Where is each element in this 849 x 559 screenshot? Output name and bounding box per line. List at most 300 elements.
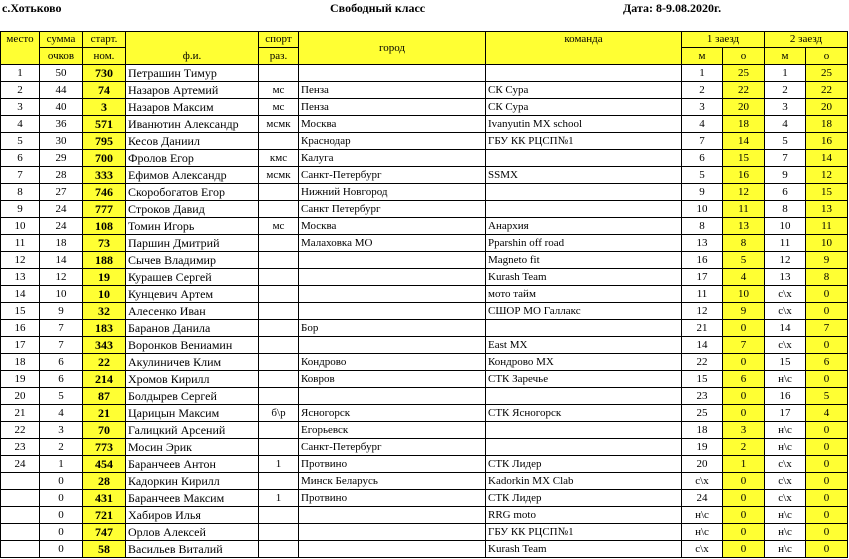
cell-sum: 14 xyxy=(40,252,83,269)
cell-name: Кесов Даниил xyxy=(126,133,259,150)
table-row xyxy=(1,286,848,303)
cell-team xyxy=(486,184,682,201)
cell-heat1-points: 12 xyxy=(723,184,765,201)
cell-start-number: 87 xyxy=(83,388,126,405)
cell-start-number: 571 xyxy=(83,116,126,133)
col-header-heat1-points: о xyxy=(723,48,765,65)
cell-place: 4 xyxy=(1,116,40,133)
cell-sum: 3 xyxy=(40,422,83,439)
cell-heat1-points: 20 xyxy=(723,99,765,116)
cell-name: Петрашин Тимур xyxy=(126,65,259,82)
class-label: Свободный класс xyxy=(330,1,426,15)
cell-rank xyxy=(259,422,299,439)
cell-name: Царицын Максим xyxy=(126,405,259,422)
cell-name: Фролов Егор xyxy=(126,150,259,167)
cell-heat2-place: н\с xyxy=(765,371,806,388)
cell-team: Magneto fit xyxy=(486,252,682,269)
cell-heat1-points: 8 xyxy=(723,235,765,252)
cell-heat1-points: 5 xyxy=(723,252,765,269)
table-row xyxy=(1,65,848,82)
cell-name: Сычев Владимир xyxy=(126,252,259,269)
cell-place: 9 xyxy=(1,201,40,218)
cell-rank xyxy=(259,235,299,252)
cell-team: СТК Заречье xyxy=(486,371,682,388)
cell-place: 21 xyxy=(1,405,40,422)
cell-heat1-place: 7 xyxy=(682,133,723,150)
cell-heat2-points: 18 xyxy=(806,116,848,133)
cell-place: 20 xyxy=(1,388,40,405)
cell-city: Протвино xyxy=(299,456,486,473)
cell-heat1-place: 11 xyxy=(682,286,723,303)
cell-heat1-points: 2 xyxy=(723,439,765,456)
cell-rank: 1 xyxy=(259,490,299,507)
cell-heat1-place: 20 xyxy=(682,456,723,473)
cell-start-number: 19 xyxy=(83,269,126,286)
cell-rank xyxy=(259,354,299,371)
cell-heat1-place: 18 xyxy=(682,422,723,439)
cell-rank xyxy=(259,184,299,201)
cell-team: ГБУ КК РЦСП№1 xyxy=(486,524,682,541)
cell-sum: 27 xyxy=(40,184,83,201)
cell-heat1-points: 22 xyxy=(723,82,765,99)
cell-place: 18 xyxy=(1,354,40,371)
cell-heat2-place: 7 xyxy=(765,150,806,167)
cell-place xyxy=(1,490,40,507)
table-row xyxy=(1,150,848,167)
cell-heat2-points: 0 xyxy=(806,422,848,439)
cell-heat2-points: 0 xyxy=(806,456,848,473)
cell-city xyxy=(299,269,486,286)
cell-start-number: 431 xyxy=(83,490,126,507)
cell-name: Баранчеев Максим xyxy=(126,490,259,507)
cell-city: Бор xyxy=(299,320,486,337)
table-row xyxy=(1,320,848,337)
table-row xyxy=(1,82,848,99)
cell-place: 23 xyxy=(1,439,40,456)
cell-rank xyxy=(259,473,299,490)
cell-rank: мс xyxy=(259,82,299,99)
cell-name: Иванютин Александр xyxy=(126,116,259,133)
cell-team: СШОР МО Галлакс xyxy=(486,303,682,320)
cell-place: 7 xyxy=(1,167,40,184)
table-row xyxy=(1,184,848,201)
cell-sum: 36 xyxy=(40,116,83,133)
cell-heat2-place: 5 xyxy=(765,133,806,150)
cell-name: Акулиничев Клим xyxy=(126,354,259,371)
table-row xyxy=(1,116,848,133)
cell-place: 11 xyxy=(1,235,40,252)
cell-heat1-place: н\с xyxy=(682,507,723,524)
cell-heat2-place: с\х xyxy=(765,286,806,303)
cell-team xyxy=(486,65,682,82)
cell-name: Назаров Артемий xyxy=(126,82,259,99)
col-header-city: город xyxy=(299,32,486,65)
cell-sum: 5 xyxy=(40,388,83,405)
cell-name: Курашев Сергей xyxy=(126,269,259,286)
cell-heat1-points: 14 xyxy=(723,133,765,150)
cell-rank xyxy=(259,133,299,150)
cell-heat2-place: 14 xyxy=(765,320,806,337)
cell-heat2-points: 14 xyxy=(806,150,848,167)
col-header-heat2-points: о xyxy=(806,48,848,65)
cell-start-number: 333 xyxy=(83,167,126,184)
cell-city: Санкт-Петербург xyxy=(299,439,486,456)
cell-city: Минск Беларусь xyxy=(299,473,486,490)
cell-heat2-points: 12 xyxy=(806,167,848,184)
cell-heat2-points: 9 xyxy=(806,252,848,269)
cell-heat1-points: 11 xyxy=(723,201,765,218)
cell-start-number: 3 xyxy=(83,99,126,116)
cell-heat2-points: 0 xyxy=(806,507,848,524)
cell-start-number: 108 xyxy=(83,218,126,235)
cell-heat1-place: 23 xyxy=(682,388,723,405)
cell-heat1-place: 17 xyxy=(682,269,723,286)
col-header-heat2: 2 заезд xyxy=(765,32,848,48)
col-header-heat1: 1 заезд xyxy=(682,32,765,48)
cell-heat2-place: 16 xyxy=(765,388,806,405)
cell-sum: 0 xyxy=(40,473,83,490)
cell-start-number: 28 xyxy=(83,473,126,490)
cell-team: СК Сура xyxy=(486,99,682,116)
date-label: Дата: 8-9.08.2020г. xyxy=(623,1,722,15)
cell-team xyxy=(486,320,682,337)
cell-heat1-points: 0 xyxy=(723,405,765,422)
cell-start-number: 773 xyxy=(83,439,126,456)
cell-rank xyxy=(259,337,299,354)
cell-heat1-place: 16 xyxy=(682,252,723,269)
cell-sum: 29 xyxy=(40,150,83,167)
cell-rank: мсмк xyxy=(259,167,299,184)
cell-heat2-place: с\х xyxy=(765,456,806,473)
cell-team: Анархия xyxy=(486,218,682,235)
table-row xyxy=(1,371,848,388)
cell-name: Васильев Виталий xyxy=(126,541,259,558)
cell-rank xyxy=(259,269,299,286)
cell-city xyxy=(299,388,486,405)
cell-sum: 0 xyxy=(40,524,83,541)
table-row xyxy=(1,133,848,150)
cell-heat1-place: 2 xyxy=(682,82,723,99)
cell-team: Kadorkin MX Clab xyxy=(486,473,682,490)
cell-team: East MX xyxy=(486,337,682,354)
cell-place: 15 xyxy=(1,303,40,320)
cell-heat1-place: 1 xyxy=(682,65,723,82)
cell-sum: 30 xyxy=(40,133,83,150)
results-body xyxy=(1,65,848,558)
cell-heat2-place: н\с xyxy=(765,422,806,439)
cell-start-number: 730 xyxy=(83,65,126,82)
cell-heat2-place: с\х xyxy=(765,490,806,507)
cell-city: Санкт Петербург xyxy=(299,201,486,218)
cell-place: 19 xyxy=(1,371,40,388)
cell-rank xyxy=(259,541,299,558)
cell-heat2-place: 9 xyxy=(765,167,806,184)
cell-city xyxy=(299,337,486,354)
cell-heat2-place: 17 xyxy=(765,405,806,422)
cell-city xyxy=(299,252,486,269)
cell-heat1-points: 9 xyxy=(723,303,765,320)
cell-start-number: 777 xyxy=(83,201,126,218)
cell-name: Ефимов Александр xyxy=(126,167,259,184)
col-header-rank: спорт xyxy=(259,32,299,48)
cell-heat2-place: 8 xyxy=(765,201,806,218)
cell-city xyxy=(299,507,486,524)
cell-rank xyxy=(259,201,299,218)
cell-heat1-points: 25 xyxy=(723,65,765,82)
cell-name: Паршин Дмитрий xyxy=(126,235,259,252)
cell-heat1-place: 8 xyxy=(682,218,723,235)
cell-place xyxy=(1,524,40,541)
cell-team: СТК Лидер xyxy=(486,490,682,507)
table-row xyxy=(1,303,848,320)
cell-heat1-place: 10 xyxy=(682,201,723,218)
cell-team xyxy=(486,150,682,167)
col-header-name: ф.и. xyxy=(126,32,259,65)
cell-start-number: 70 xyxy=(83,422,126,439)
cell-place: 22 xyxy=(1,422,40,439)
table-row xyxy=(1,99,848,116)
table-row xyxy=(1,218,848,235)
cell-city xyxy=(299,303,486,320)
cell-team: Ivanyutin MX school xyxy=(486,116,682,133)
cell-place xyxy=(1,473,40,490)
cell-start-number: 74 xyxy=(83,82,126,99)
table-row xyxy=(1,405,848,422)
cell-rank: мсмк xyxy=(259,116,299,133)
cell-start-number: 58 xyxy=(83,541,126,558)
table-row xyxy=(1,235,848,252)
col-header-place: место xyxy=(1,32,40,65)
col-header-sum-2: очков xyxy=(40,48,83,65)
cell-heat1-place: 5 xyxy=(682,167,723,184)
cell-start-number: 700 xyxy=(83,150,126,167)
cell-place: 10 xyxy=(1,218,40,235)
cell-heat1-place: 9 xyxy=(682,184,723,201)
cell-heat2-place: 12 xyxy=(765,252,806,269)
cell-heat2-points: 13 xyxy=(806,201,848,218)
cell-name: Баранов Данила xyxy=(126,320,259,337)
cell-heat1-points: 18 xyxy=(723,116,765,133)
cell-heat2-points: 22 xyxy=(806,82,848,99)
cell-sum: 10 xyxy=(40,286,83,303)
cell-name: Назаров Максим xyxy=(126,99,259,116)
cell-start-number: 795 xyxy=(83,133,126,150)
cell-heat1-points: 6 xyxy=(723,371,765,388)
cell-heat1-points: 0 xyxy=(723,507,765,524)
cell-heat1-points: 13 xyxy=(723,218,765,235)
cell-heat2-points: 0 xyxy=(806,541,848,558)
cell-start-number: 21 xyxy=(83,405,126,422)
cell-sum: 0 xyxy=(40,507,83,524)
cell-rank: мс xyxy=(259,99,299,116)
cell-team: Kurash Team xyxy=(486,269,682,286)
table-row xyxy=(1,269,848,286)
cell-start-number: 73 xyxy=(83,235,126,252)
cell-start-number: 454 xyxy=(83,456,126,473)
cell-name: Строков Давид xyxy=(126,201,259,218)
cell-name: Баранчеев Антон xyxy=(126,456,259,473)
cell-start-number: 343 xyxy=(83,337,126,354)
cell-heat2-points: 5 xyxy=(806,388,848,405)
table-row xyxy=(1,252,848,269)
cell-team xyxy=(486,388,682,405)
cell-place: 24 xyxy=(1,456,40,473)
cell-heat2-points: 0 xyxy=(806,473,848,490)
table-row xyxy=(1,473,848,490)
cell-start-number: 747 xyxy=(83,524,126,541)
cell-sum: 40 xyxy=(40,99,83,116)
cell-heat2-points: 15 xyxy=(806,184,848,201)
cell-team: ГБУ КК РЦСП№1 xyxy=(486,133,682,150)
cell-heat1-place: 15 xyxy=(682,371,723,388)
cell-team: SSMX xyxy=(486,167,682,184)
cell-heat1-points: 0 xyxy=(723,354,765,371)
cell-name: Хабиров Илья xyxy=(126,507,259,524)
cell-city: Краснодар xyxy=(299,133,486,150)
cell-sum: 44 xyxy=(40,82,83,99)
cell-name: Болдырев Сергей xyxy=(126,388,259,405)
cell-heat2-points: 7 xyxy=(806,320,848,337)
cell-heat1-place: 24 xyxy=(682,490,723,507)
cell-sum: 1 xyxy=(40,456,83,473)
cell-heat1-points: 4 xyxy=(723,269,765,286)
cell-city: Нижний Новгород xyxy=(299,184,486,201)
cell-sum: 0 xyxy=(40,490,83,507)
col-header-start-2: ном. xyxy=(83,48,126,65)
cell-team: Pparshin off road xyxy=(486,235,682,252)
table-row xyxy=(1,388,848,405)
cell-heat1-place: с\х xyxy=(682,541,723,558)
cell-team: Kurash Team xyxy=(486,541,682,558)
cell-heat1-place: 21 xyxy=(682,320,723,337)
cell-sum: 0 xyxy=(40,541,83,558)
cell-heat2-points: 0 xyxy=(806,490,848,507)
cell-team: СК Сура xyxy=(486,82,682,99)
cell-city: Пенза xyxy=(299,99,486,116)
table-row xyxy=(1,456,848,473)
cell-heat2-points: 4 xyxy=(806,405,848,422)
cell-heat2-place: 13 xyxy=(765,269,806,286)
cell-name: Алесенко Иван xyxy=(126,303,259,320)
cell-place: 1 xyxy=(1,65,40,82)
cell-start-number: 746 xyxy=(83,184,126,201)
cell-place: 14 xyxy=(1,286,40,303)
cell-rank xyxy=(259,252,299,269)
cell-rank: 1 xyxy=(259,456,299,473)
col-header-sum: сумма xyxy=(40,32,83,48)
table-row xyxy=(1,524,848,541)
cell-heat2-points: 0 xyxy=(806,524,848,541)
cell-heat2-place: н\с xyxy=(765,524,806,541)
cell-heat1-place: н\с xyxy=(682,524,723,541)
header-row-top xyxy=(1,32,848,48)
cell-heat2-points: 0 xyxy=(806,439,848,456)
cell-team: Кондрово МХ xyxy=(486,354,682,371)
cell-name: Кадоркин Кирилл xyxy=(126,473,259,490)
location-label: с.Хотьково xyxy=(2,1,62,15)
cell-team xyxy=(486,201,682,218)
cell-sum: 28 xyxy=(40,167,83,184)
cell-heat1-points: 0 xyxy=(723,473,765,490)
cell-rank xyxy=(259,286,299,303)
cell-city: Малаховка МО xyxy=(299,235,486,252)
col-header-heat2-place: м xyxy=(765,48,806,65)
cell-heat2-place: 4 xyxy=(765,116,806,133)
table-row xyxy=(1,167,848,184)
cell-rank xyxy=(259,507,299,524)
cell-rank xyxy=(259,65,299,82)
cell-heat2-points: 25 xyxy=(806,65,848,82)
cell-heat2-place: н\с xyxy=(765,541,806,558)
cell-rank xyxy=(259,303,299,320)
cell-heat1-points: 0 xyxy=(723,490,765,507)
table-row xyxy=(1,422,848,439)
cell-heat1-points: 10 xyxy=(723,286,765,303)
col-header-start: старт. xyxy=(83,32,126,48)
cell-rank xyxy=(259,439,299,456)
cell-place: 17 xyxy=(1,337,40,354)
cell-heat2-points: 0 xyxy=(806,337,848,354)
cell-heat2-place: с\х xyxy=(765,473,806,490)
cell-city: Ясногорск xyxy=(299,405,486,422)
cell-city: Егорьевск xyxy=(299,422,486,439)
cell-heat2-points: 6 xyxy=(806,354,848,371)
cell-rank xyxy=(259,388,299,405)
cell-heat1-points: 3 xyxy=(723,422,765,439)
cell-sum: 6 xyxy=(40,371,83,388)
cell-heat1-points: 0 xyxy=(723,320,765,337)
cell-sum: 24 xyxy=(40,218,83,235)
cell-place: 5 xyxy=(1,133,40,150)
cell-heat2-points: 20 xyxy=(806,99,848,116)
results-table xyxy=(0,31,848,558)
cell-heat2-place: 15 xyxy=(765,354,806,371)
cell-place xyxy=(1,541,40,558)
cell-place: 12 xyxy=(1,252,40,269)
cell-sum: 4 xyxy=(40,405,83,422)
cell-heat2-place: с\х xyxy=(765,337,806,354)
cell-team: RRG moto xyxy=(486,507,682,524)
cell-team: СТК Ясногорск xyxy=(486,405,682,422)
cell-city: Ковров xyxy=(299,371,486,388)
cell-heat1-place: 19 xyxy=(682,439,723,456)
table-row xyxy=(1,439,848,456)
cell-start-number: 214 xyxy=(83,371,126,388)
cell-sum: 12 xyxy=(40,269,83,286)
col-header-team: команда xyxy=(486,32,682,65)
cell-team xyxy=(486,439,682,456)
cell-place: 8 xyxy=(1,184,40,201)
cell-heat2-points: 10 xyxy=(806,235,848,252)
cell-name: Хромов Кирилл xyxy=(126,371,259,388)
cell-rank: кмс xyxy=(259,150,299,167)
cell-heat1-place: 22 xyxy=(682,354,723,371)
table-row xyxy=(1,541,848,558)
cell-name: Галицкий Арсений xyxy=(126,422,259,439)
cell-place: 3 xyxy=(1,99,40,116)
cell-heat1-points: 16 xyxy=(723,167,765,184)
cell-city: Москва xyxy=(299,218,486,235)
table-row xyxy=(1,507,848,524)
cell-heat2-place: 10 xyxy=(765,218,806,235)
cell-place xyxy=(1,507,40,524)
cell-place: 13 xyxy=(1,269,40,286)
cell-heat2-points: 11 xyxy=(806,218,848,235)
cell-heat1-points: 0 xyxy=(723,524,765,541)
cell-heat1-place: 3 xyxy=(682,99,723,116)
cell-rank xyxy=(259,371,299,388)
cell-heat2-place: 2 xyxy=(765,82,806,99)
